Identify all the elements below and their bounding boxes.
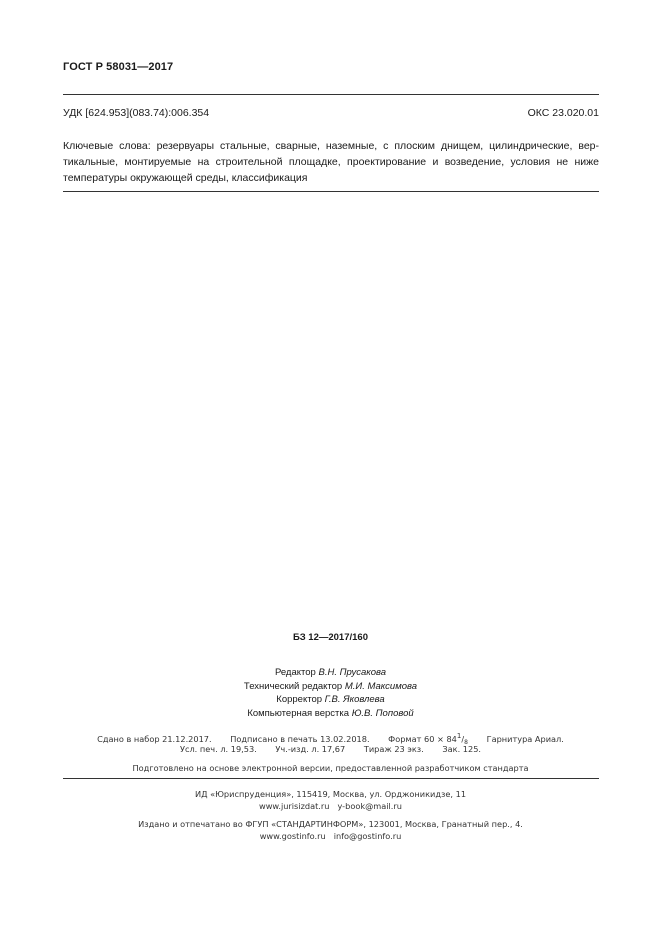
publisher-1-address: ИД «Юриспруденция», 115419, Москва, ул. Орджоникидзе, 11 [194,789,467,799]
publisher-1-email[interactable]: y-book@mail.ru [337,801,402,811]
keywords-line-1: Ключевые слова: резервуары стальные, сварные, наземные, с плоским днищем, цилиндрические, вер- [63,140,599,152]
tech-editor-line: Технический редактор М.И. Максимова [243,680,418,692]
oks-code: ОКС 23.020.01 [527,107,599,119]
layout-line: Компьютерная верстка Ю.В. Поповой [247,707,414,719]
keywords-block [63,138,599,186]
publisher-2-address: Издано и отпечатано во ФГУП «СТАНДАРТИНФОРМ», 123001, Москва, Гранатный пер., 4. [138,819,523,829]
divider-keywords [63,191,599,192]
bz-number: БЗ 12—2017/160 [293,632,368,643]
divider-top [63,94,599,95]
publisher-2-site[interactable]: www.gostinfo.ru [259,831,326,841]
editor-line: Редактор В.Н. Прусакова [274,667,387,678]
prepared-note: Подготовлено на основе электронной версии, предоставленной разработчиком стандарта [132,763,529,773]
print-info-line-2: Усл. печ. л. 19,53. Уч.-изд. л. 17,67 Тираж 23 экз. Зак. 125. [179,744,482,754]
keywords-line-2: тикальные, монтируемые на строительной площадке, проектирование и возведение, условия не ниже [63,156,599,168]
publisher-2 [0,818,661,842]
document-code: ГОСТ Р 58031—2017 [63,61,174,73]
publisher-2-email[interactable]: info@gostinfo.ru [333,831,402,841]
divider-bottom [63,778,599,779]
corrector-line: Корректор Г.В. Яковлева [276,694,385,705]
credits-block [0,666,661,720]
keywords-line-3: температуры окружающей среды, классификация [63,172,308,184]
publisher-1 [0,788,661,812]
print-info-line-1: Сдано в набор 21.12.2017. Подписано в печать 13.02.2018. Формат $60 \times 841/_8$ Гарнитура Ариал. [97,732,564,746]
publisher-1-site[interactable]: www.jurisizdat.ru [259,801,330,811]
udk-code: УДК [624.953](083.74):006.354 [63,107,210,119]
